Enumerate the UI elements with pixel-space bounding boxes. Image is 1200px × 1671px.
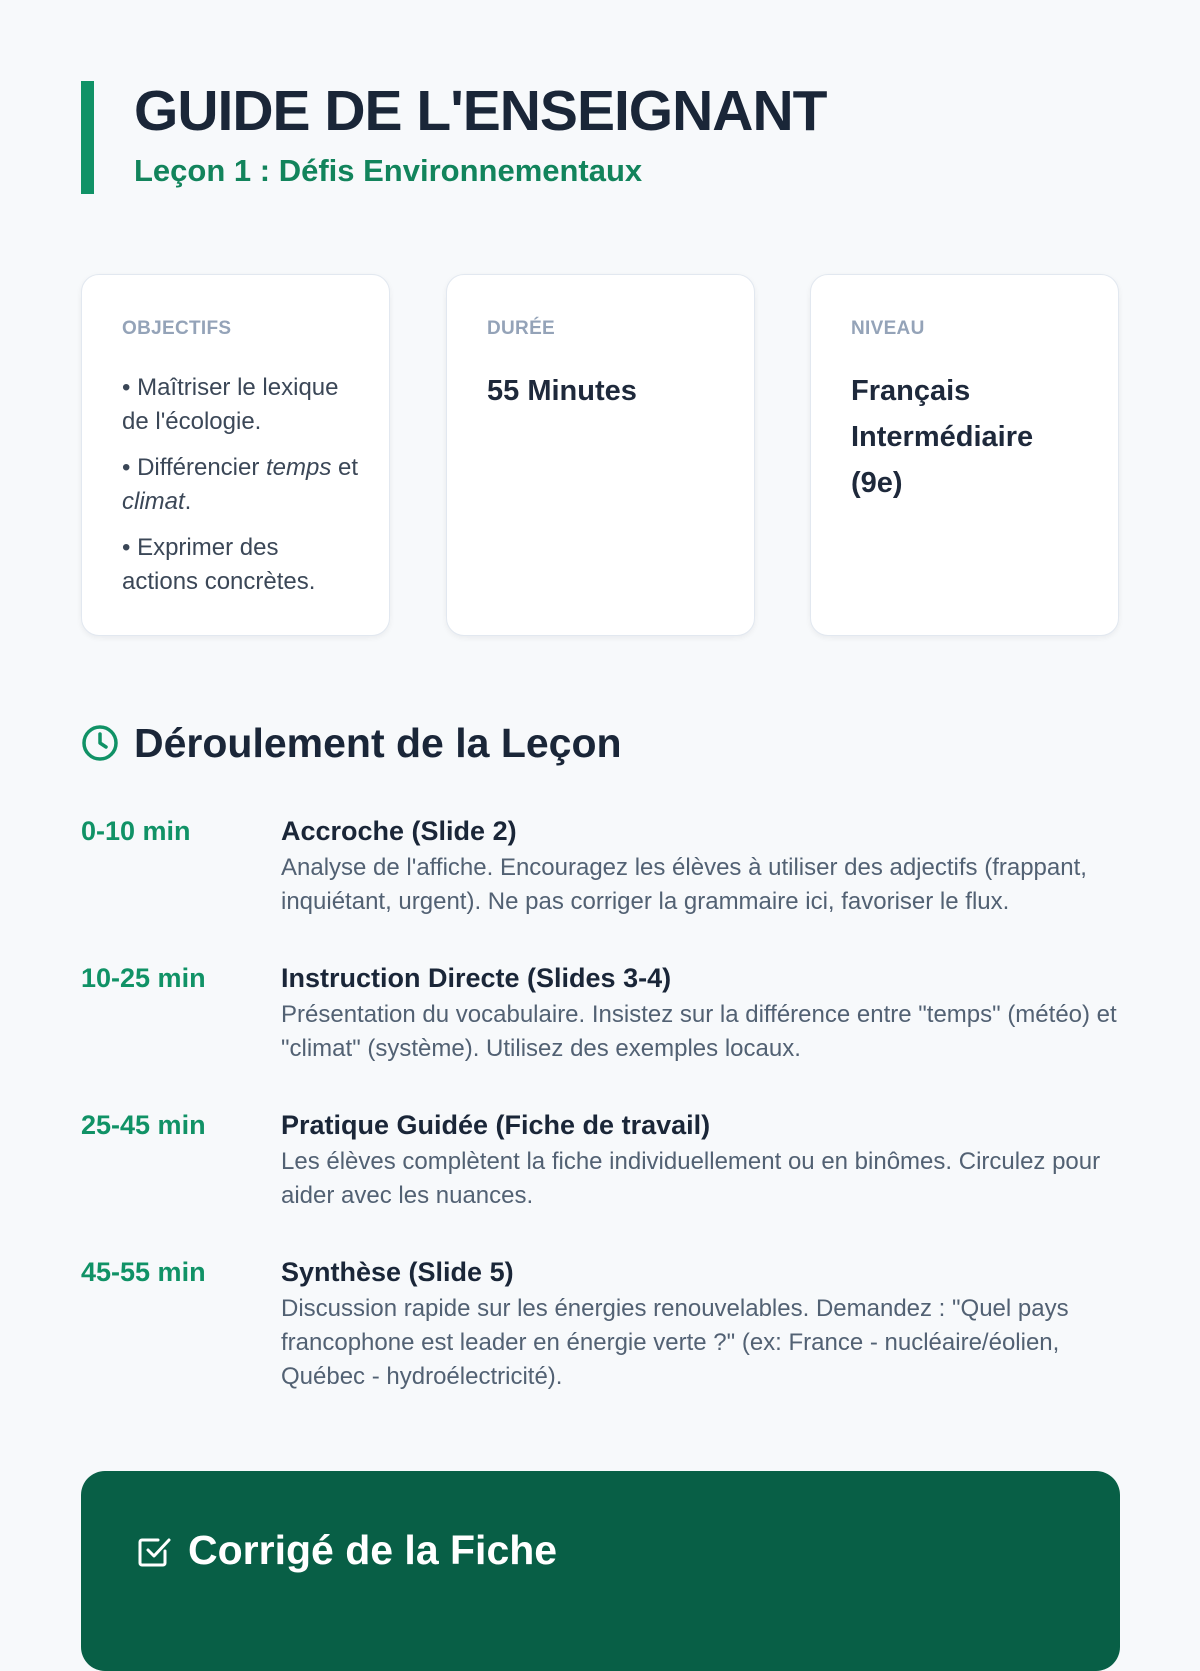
step-time: 10-25 min	[81, 963, 206, 993]
answer-key-title: Corrigé de la Fiche	[188, 1527, 558, 1573]
objective-item: • Maîtriser le lexique de l'écologie.	[122, 374, 339, 436]
step-title: Pratique Guidée (Fiche de travail)	[281, 1110, 711, 1140]
step-description: Analyse de l'affiche. Encouragez les élèves à utiliser des adjectifs (frappant, inquiétant, urgent). Ne pas corriger la grammaire ici, favoriser le flux.	[281, 854, 1087, 915]
step-time: 0-10 min	[81, 816, 191, 846]
duration-value: 55 Minutes	[487, 375, 637, 407]
level-card	[810, 274, 1119, 636]
page-header	[81, 81, 1120, 194]
step-description: Présentation du vocabulaire. Insistez sur la différence entre "temps" (météo) et "climat" (système). Utilisez des exemples locaux.	[281, 1001, 1117, 1062]
step-description: Les élèves complètent la fiche individuellement ou en binômes. Circulez pour aider avec les nuances.	[281, 1148, 1101, 1209]
duration-label: DURÉE	[487, 318, 556, 339]
page-title: GUIDE DE L'ENSEIGNANT	[134, 79, 827, 143]
objective-item: • Différencier temps et climat.	[122, 454, 359, 516]
step-title: Synthèse (Slide 5)	[281, 1257, 514, 1287]
answer-key-section	[81, 1471, 1120, 1671]
step-time: 25-45 min	[81, 1110, 206, 1140]
level-value: Français Intermédiaire (9e)	[851, 375, 1034, 499]
level-label: NIVEAU	[851, 318, 925, 339]
duration-card	[446, 274, 755, 636]
step-title: Instruction Directe (Slides 3-4)	[281, 963, 672, 993]
checkbox-icon	[136, 1533, 172, 1569]
section-title: Déroulement de la Leçon	[134, 720, 622, 766]
step-time: 45-55 min	[81, 1257, 206, 1287]
header-accent-bar	[81, 81, 94, 194]
clock-icon	[81, 724, 119, 762]
objectives-label: OBJECTIFS	[122, 318, 232, 339]
objectives-list	[122, 371, 359, 611]
step-title: Accroche (Slide 2)	[281, 816, 517, 846]
lesson-flow-heading	[81, 718, 1120, 768]
objective-item: • Exprimer des actions concrètes.	[122, 534, 316, 596]
objectives-card	[81, 274, 390, 636]
step-description: Discussion rapide sur les énergies renouvelables. Demandez : "Quel pays francophone est leader en énergie verte ?" (ex: France - nucléaire/éolien, Québec - hydroélectricité).	[281, 1295, 1069, 1390]
lesson-subtitle: Leçon 1 : Défis Environnementaux	[134, 153, 643, 188]
